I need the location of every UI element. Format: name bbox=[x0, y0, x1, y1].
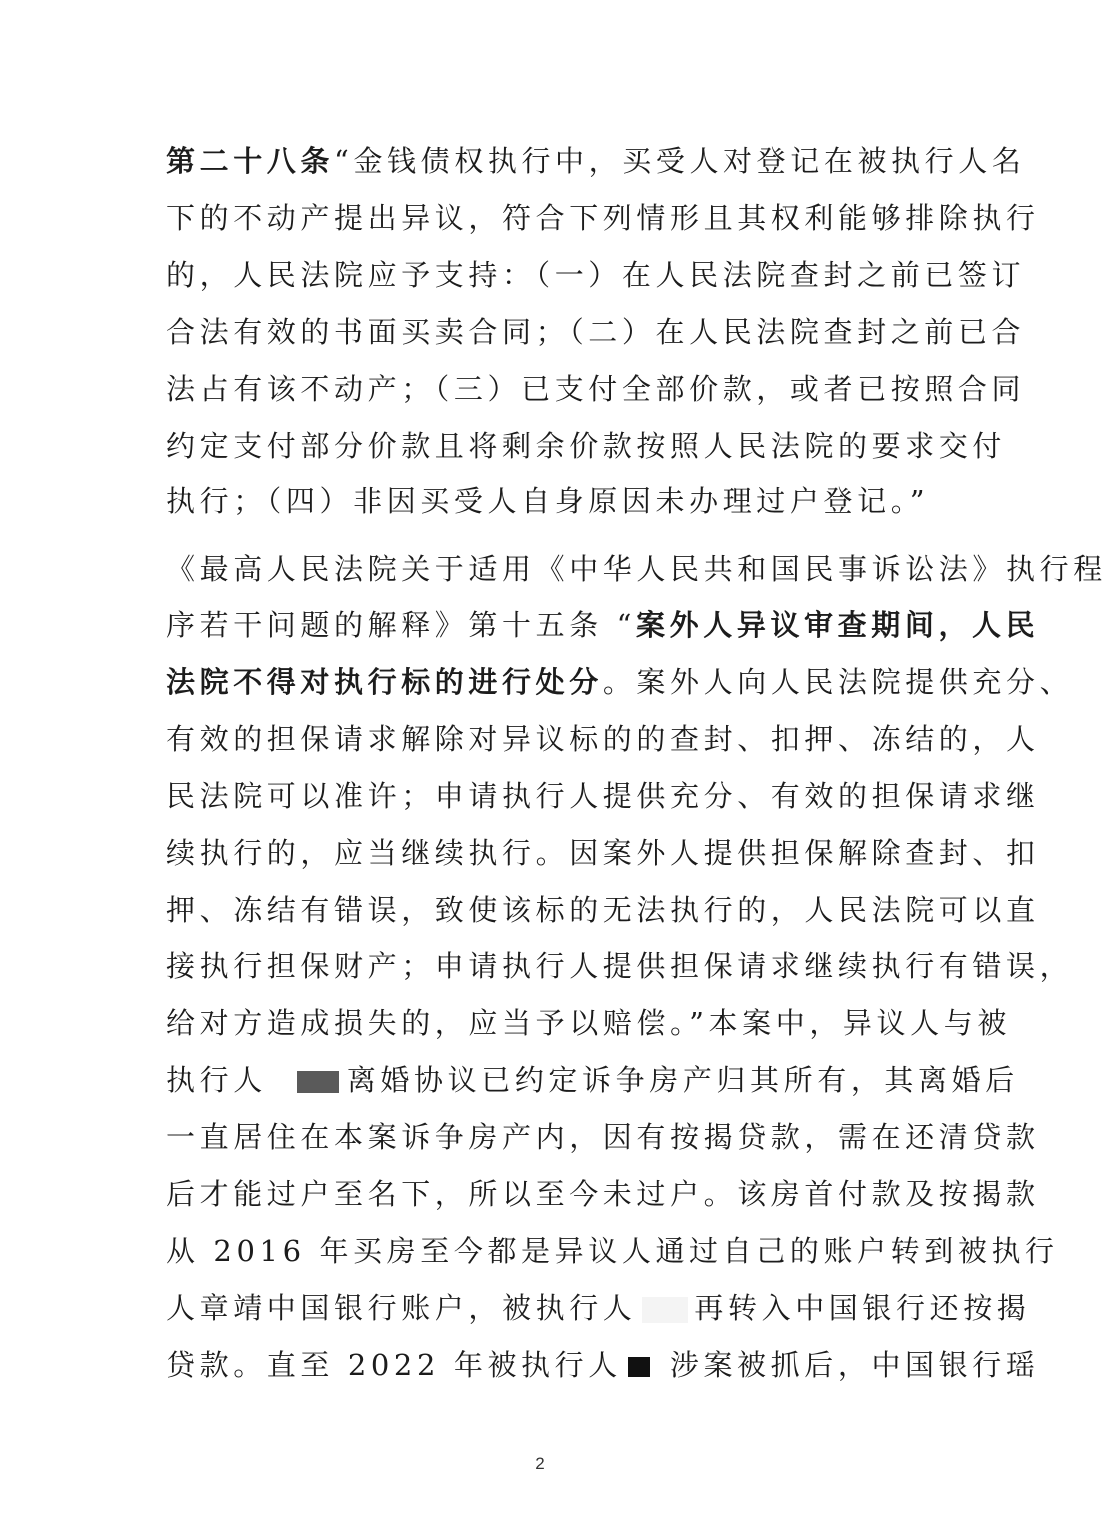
text-line bbox=[166, 141, 1026, 181]
article-text: “金钱债权执行中，买受人对登记在被执行人名 bbox=[334, 144, 1026, 178]
text-line: 法占有该不动产；（三）已支付全部价款，或者已按照合同 bbox=[166, 372, 1026, 406]
text-segment: 贷款。直至 2022 年被执行人 bbox=[166, 1348, 622, 1382]
text-segment: 再转入中国银行还按揭 bbox=[694, 1291, 1031, 1325]
bold-quote: 法院不得对执行标的进行处分 bbox=[166, 665, 603, 699]
text-segment: 涉案被抓后，中国银行瑶 bbox=[669, 1348, 1040, 1382]
text-line: 约定支付部分价款且将剩余价款按照人民法院的要求交付 bbox=[166, 429, 1007, 463]
text-line: 下的不动产提出异议，符合下列情形且其权利能够排除执行 bbox=[166, 201, 1040, 235]
text-line bbox=[166, 605, 1040, 645]
text-segment: 人章靖中国银行账户，被执行人 bbox=[166, 1291, 637, 1325]
bold-quote: 案外人异议审查期间，人民 bbox=[636, 608, 1040, 642]
redaction-mark bbox=[628, 1357, 650, 1377]
text-line: 从 2016 年买房至今都是异议人通过自己的账户转到被执行 bbox=[166, 1234, 1059, 1268]
text-line: 有效的担保请求解除对异议标的的查封、扣押、冻结的，人 bbox=[166, 722, 1040, 756]
redaction-mark bbox=[297, 1071, 339, 1093]
text-line: 民法院可以准许；申请执行人提供充分、有效的担保请求继 bbox=[166, 779, 1040, 813]
text-line: 续执行的，应当继续执行。因案外人提供担保解除查封、扣 bbox=[166, 836, 1040, 870]
text-line: 给对方造成损失的，应当予以赔偿。”本案中，异议人与被 bbox=[166, 1006, 1011, 1040]
text-line: 后才能过户至名下，所以至今未过户。该房首付款及按揭款 bbox=[166, 1177, 1040, 1211]
text-line bbox=[166, 662, 1074, 702]
redaction-mark bbox=[642, 1297, 688, 1323]
text-line: 的，人民法院应予支持：（一）在人民法院查封之前已签订 bbox=[166, 258, 1026, 292]
text-line bbox=[166, 1060, 1019, 1100]
text-segment: 离婚协议已约定诉争房产归其所有，其离婚后 bbox=[346, 1063, 1019, 1097]
text-line: 一直居住在本案诉争房产内，因有按揭贷款，需在还清贷款 bbox=[166, 1120, 1040, 1154]
text-line: 押、冻结有错误，致使该标的无法执行的，人民法院可以直 bbox=[166, 893, 1040, 927]
page-number: 2 bbox=[535, 1454, 545, 1473]
text-line: 接执行担保财产；申请执行人提供担保请求继续执行有错误， bbox=[166, 949, 1074, 983]
article-heading: 第二十八条 bbox=[166, 144, 335, 178]
text-line: 执行；（四）非因买受人自身原因未办理过户登记。” bbox=[166, 484, 930, 518]
text-segment: 执行人 bbox=[166, 1063, 267, 1097]
article-reference: 序若干问题的解释》第十五条 “ bbox=[166, 608, 637, 642]
text-line: 《最高人民法院关于适用《中华人民共和国民事诉讼法》执行程 bbox=[166, 552, 1107, 586]
quote-text: 。案外人向人民法院提供充分、 bbox=[602, 665, 1074, 699]
text-line: 合法有效的书面买卖合同；（二）在人民法院查封之前已合 bbox=[166, 315, 1026, 349]
text-line bbox=[166, 1345, 1040, 1385]
text-line bbox=[166, 1288, 1031, 1328]
